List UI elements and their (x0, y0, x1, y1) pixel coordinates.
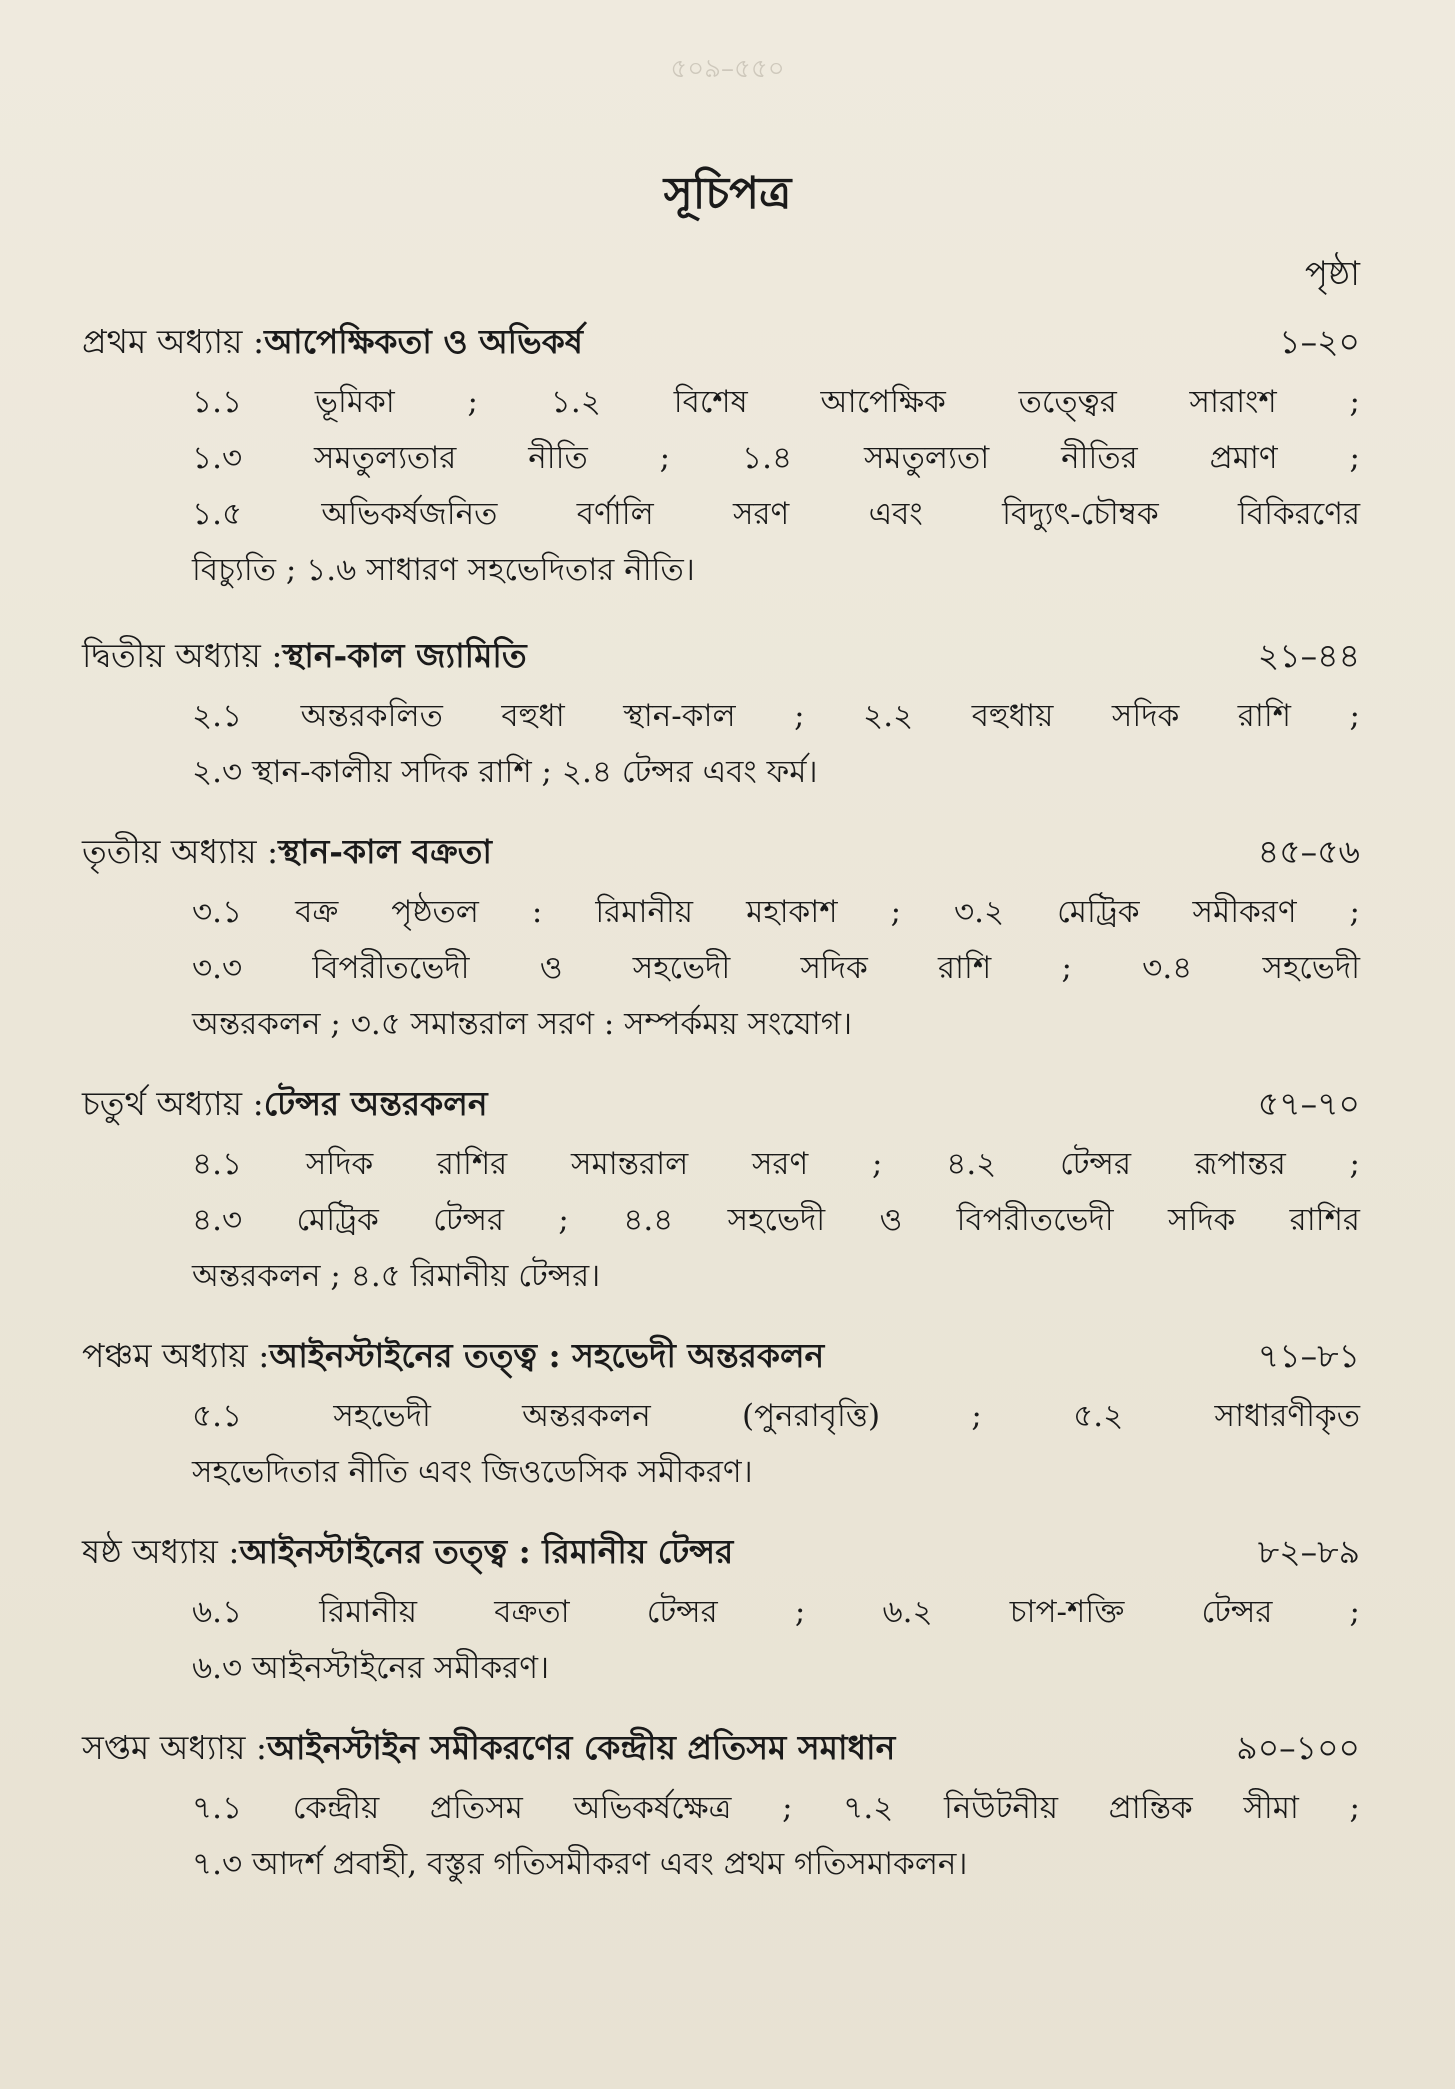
chapter-label: প্রথম অধ্যায় : (82, 322, 265, 361)
chapter-entry (82, 632, 1360, 800)
chapter-pages: ৫৭–৭০ (1257, 1084, 1360, 1123)
chapter-entry (82, 1528, 1360, 1696)
section-line: বিচ্যুতি ; ১.৬ সাধারণ সহভেদিতার নীতি। (192, 552, 695, 588)
section-line: ৬.৩ আইনস্টাইনের সমীকরণ। (192, 1650, 550, 1686)
section-line: ৪.৩ মেট্রিক টেন্সর ; ৪.৪ সহভেদী ও বিপরীতভেদী সদিক রাশির (192, 1202, 1360, 1238)
chapter-pages: ২১–৪৪ (1257, 636, 1360, 675)
chapter-sections (82, 1780, 1360, 1892)
chapter-pages: ৮২–৮৯ (1257, 1532, 1360, 1571)
chapter-sections (82, 884, 1360, 1052)
chapter-label: সপ্তম অধ্যায় : (82, 1728, 267, 1767)
section-line: ৩.৩ বিপরীতভেদী ও সহভেদী সদিক রাশি ; ৩.৪ সহভেদী (192, 950, 1360, 986)
section-line: ৭.৩ আদর্শ প্রবাহী, বস্তুর গতিসমীকরণ এবং প্রথম গতিসমাকলন। (192, 1846, 968, 1882)
chapter-entry (82, 1724, 1360, 1892)
bleed-through-text: ৫০৯–৫৫০ (670, 54, 785, 84)
chapter-title: স্থান-কাল বক্রতা (278, 832, 492, 871)
chapter-heading (82, 828, 1360, 876)
chapter-sections (82, 1136, 1360, 1304)
section-line: ২.১ অন্তরকলিত বহুধা স্থান-কাল ; ২.২ বহুধায় সদিক রাশি ; (192, 698, 1360, 734)
chapter-heading (82, 1528, 1360, 1576)
chapter-entry (82, 828, 1360, 1052)
chapter-pages: ১–২০ (1279, 322, 1360, 361)
page-title: সূচিপত্র (663, 168, 792, 219)
chapter-title: আপেক্ষিকতা ও অভিকর্ষ (264, 322, 583, 361)
chapter-label: পঞ্চম অধ্যায় : (82, 1336, 270, 1375)
chapter-heading (82, 318, 1360, 366)
chapter-heading (82, 1724, 1360, 1772)
section-line: ৭.১ কেন্দ্রীয় প্রতিসম অভিকর্ষক্ষেত্র ; ৭.২ নিউটনীয় প্রান্তিক সীমা ; (192, 1790, 1360, 1826)
section-line: অন্তরকলন ; ৩.৫ সমান্তরাল সরণ : সম্পর্কময় সংযোগ। (192, 1006, 853, 1042)
section-line: ৩.১ বক্র পৃষ্ঠতল : রিমানীয় মহাকাশ ; ৩.২ মেট্রিক সমীকরণ ; (192, 894, 1360, 930)
chapter-heading (82, 632, 1360, 680)
chapter-sections (82, 1388, 1360, 1500)
section-line: অন্তরকলন ; ৪.৫ রিমানীয় টেন্সর। (192, 1258, 601, 1294)
section-line: ৫.১ সহভেদী অন্তরকলন (পুনরাবৃত্তি) ; ৫.২ সাধারণীকৃত (192, 1398, 1360, 1434)
section-line: ১.৩ সমতুল্যতার নীতি ; ১.৪ সমতুল্যতা নীতির প্রমাণ ; (192, 440, 1360, 476)
section-line: ৬.১ রিমানীয় বক্রতা টেন্সর ; ৬.২ চাপ-শক্তি টেন্সর ; (192, 1594, 1360, 1630)
chapter-pages: ৭১–৮১ (1257, 1336, 1360, 1375)
chapter-title: স্থান-কাল জ্যামিতি (282, 636, 527, 675)
chapter-label: তৃতীয় অধ্যায় : (82, 832, 279, 871)
page-column-label: পৃষ্ঠা (1304, 254, 1360, 294)
chapter-entry (82, 318, 1360, 598)
chapter-label: চতুর্থ অধ্যায় : (82, 1084, 264, 1123)
chapter-heading (82, 1080, 1360, 1128)
chapter-entry (82, 1080, 1360, 1304)
section-line: ১.৫ অভিকর্ষজনিত বর্ণালি সরণ এবং বিদ্যুৎ-চৌম্বক বিকিরণের (192, 496, 1360, 532)
chapter-sections (82, 688, 1360, 800)
section-line: ১.১ ভূমিকা ; ১.২ বিশেষ আপেক্ষিক তত্ত্বের সারাংশ ; (192, 384, 1360, 420)
chapter-title: আইনস্টাইনের তত্ত্ব : রিমানীয় টেন্সর (239, 1532, 734, 1571)
chapter-entry (82, 1332, 1360, 1500)
chapter-sections (82, 1584, 1360, 1696)
chapter-title: আইনস্টাইনের তত্ত্ব : সহভেদী অন্তরকলন (269, 1336, 825, 1375)
chapter-sections (82, 374, 1360, 598)
chapter-label: ষষ্ঠ অধ্যায় : (82, 1532, 240, 1571)
chapter-heading (82, 1332, 1360, 1380)
chapter-pages: ৯০–১০০ (1236, 1728, 1360, 1767)
table-of-contents (82, 318, 1360, 1920)
section-line: সহভেদিতার নীতি এবং জিওডেসিক সমীকরণ। (192, 1454, 753, 1490)
section-line: ২.৩ স্থান-কালীয় সদিক রাশি ; ২.৪ টেন্সর এবং ফর্ম। (192, 754, 818, 790)
chapter-label: দ্বিতীয় অধ্যায় : (82, 636, 283, 675)
chapter-title: টেন্সর অন্তরকলন (263, 1084, 488, 1123)
chapter-title: আইনস্টাইন সমীকরণের কেন্দ্রীয় প্রতিসম সমাধান (267, 1728, 896, 1767)
chapter-pages: ৪৫–৫৬ (1257, 832, 1360, 871)
section-line: ৪.১ সদিক রাশির সমান্তরাল সরণ ; ৪.২ টেন্সর রূপান্তর ; (192, 1146, 1360, 1182)
